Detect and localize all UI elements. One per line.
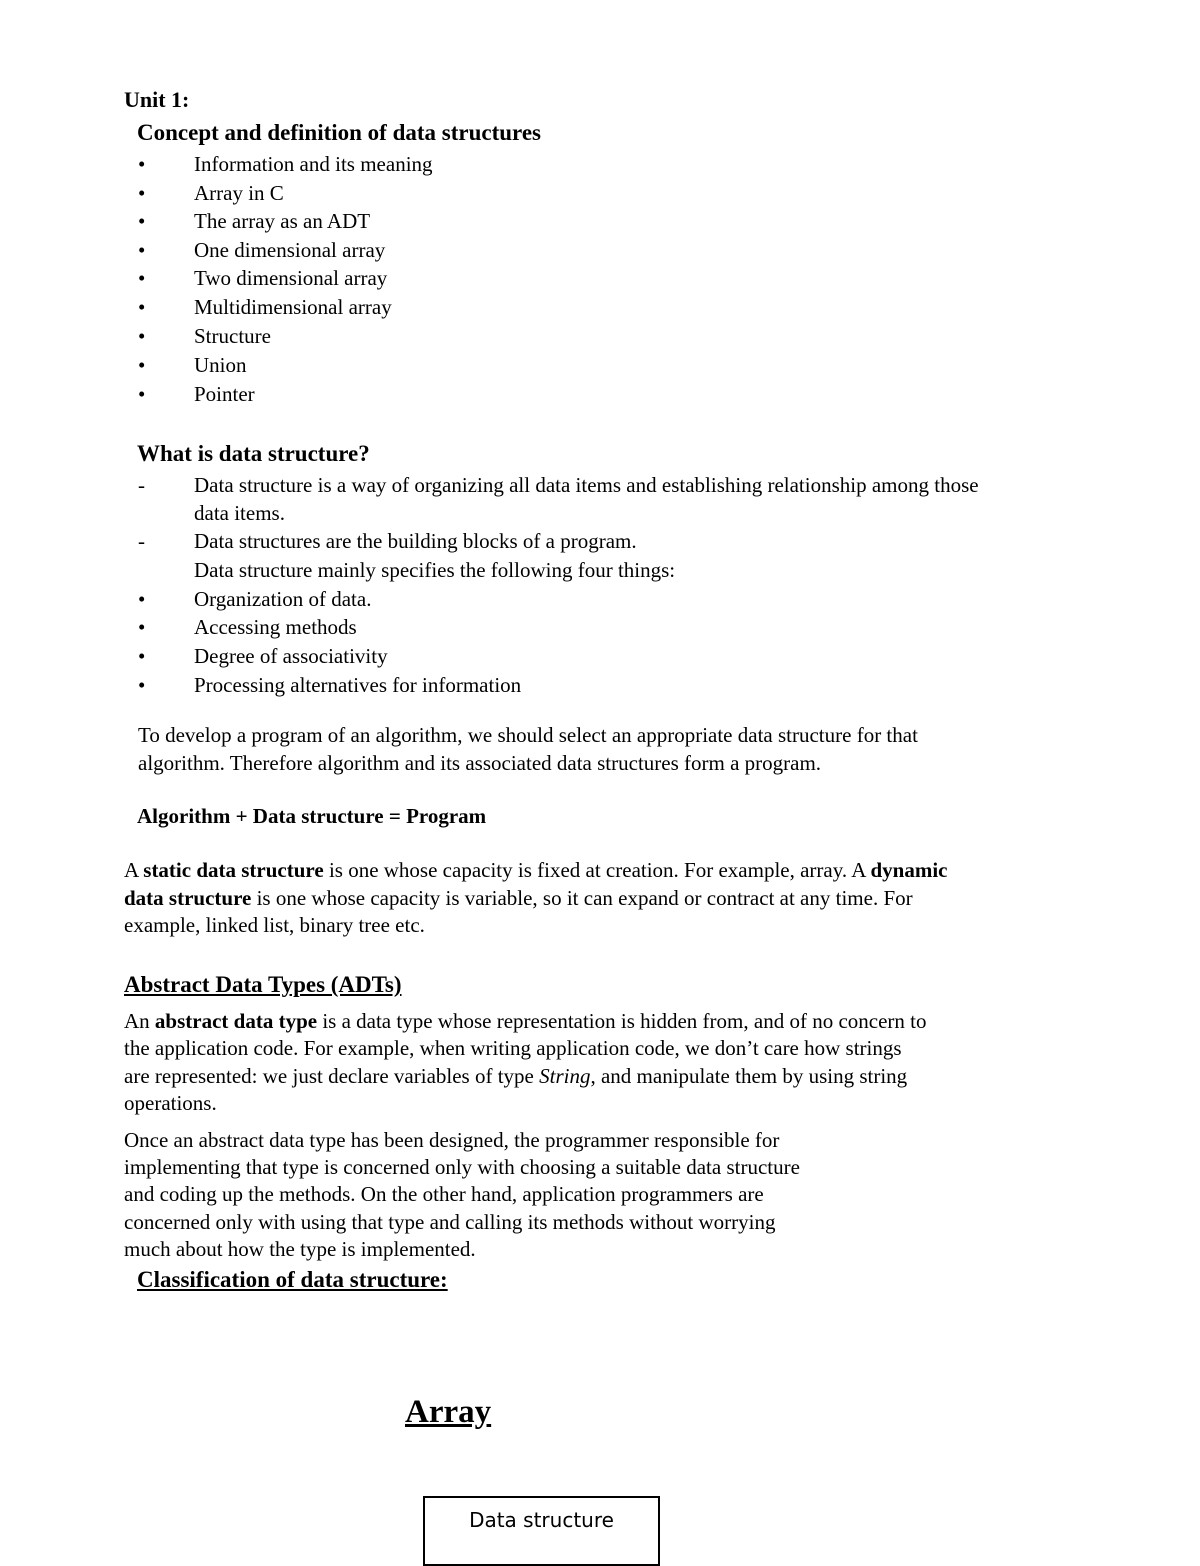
- static-dynamic-line: A static data structure is one whose capacity is fixed at creation. For example, array. A dynamic: [124, 858, 948, 882]
- static-dynamic-line: data structure is one whose capacity is variable, so it can expand or contract at any time. For: [124, 886, 913, 910]
- adt-paragraph-line: implementing that type is concerned only with choosing a suitable data structure: [124, 1155, 800, 1179]
- unit-title: Unit 1:: [124, 87, 190, 112]
- concept-heading: Concept and definition of data structures: [137, 120, 542, 145]
- algorithm-paragraph-line: algorithm. Therefore algorithm and its associated data structures form a program.: [138, 751, 822, 775]
- diagram-root-label: Data structure: [469, 1508, 614, 1532]
- adt-paragraph-line: Once an abstract data type has been designed, the programmer responsible for: [124, 1128, 780, 1152]
- adt-paragraph-line: much about how the type is implemented.: [124, 1237, 476, 1261]
- adt-paragraph-line: concerned only with using that type and calling its methods without worrying: [124, 1210, 776, 1234]
- array-title: Array: [405, 1394, 492, 1430]
- static-dynamic-line: example, linked list, binary tree etc.: [124, 913, 425, 937]
- diagram-root-node: [423, 1496, 660, 1566]
- equation: Algorithm + Data structure = Program: [137, 804, 487, 828]
- adt-paragraph-line: the application code. For example, when writing application code, we don’t care how strings: [124, 1036, 902, 1060]
- adt-paragraph-line: and coding up the methods. On the other hand, application programmers are: [124, 1182, 764, 1206]
- what-is-heading: What is data structure?: [137, 441, 370, 466]
- adt-heading: Abstract Data Types (ADTs): [124, 972, 402, 997]
- adt-paragraph-line: operations.: [124, 1091, 217, 1115]
- adt-paragraph-line: are represented: we just declare variables of type String, and manipulate them by using string: [124, 1064, 908, 1088]
- classification-heading: Classification of data structure:: [137, 1267, 448, 1292]
- adt-paragraph-line: An abstract data type is a data type whose representation is hidden from, and of no concern to: [124, 1009, 927, 1033]
- algorithm-paragraph-line: To develop a program of an algorithm, we should select an appropriate data structure for that: [138, 723, 918, 747]
